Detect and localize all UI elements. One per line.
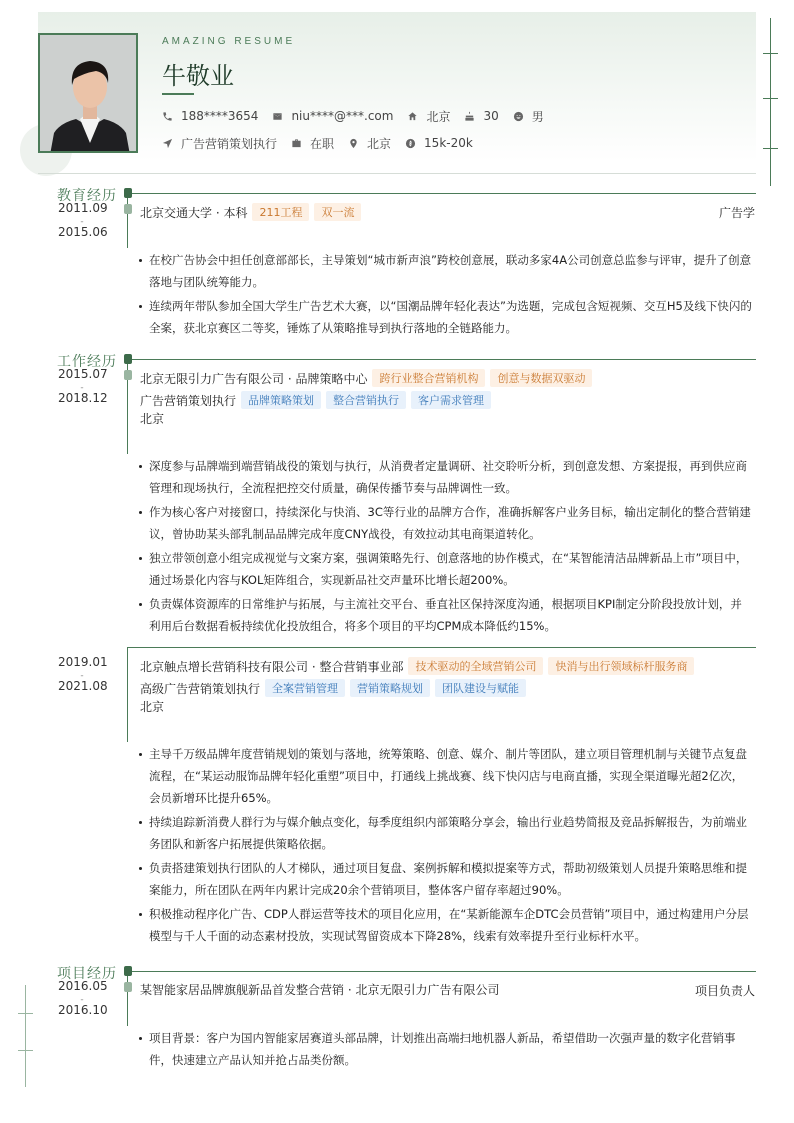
- work-2-timeline: [127, 647, 128, 742]
- status-text: 在职: [310, 136, 335, 151]
- project-start: 2016.05: [58, 979, 108, 993]
- candidate-name: 牛敬业: [162, 62, 234, 90]
- work-1-end: 2018.12: [58, 391, 108, 405]
- work-section-title: 工作经历: [57, 354, 117, 370]
- briefcase-icon: [291, 138, 302, 149]
- work-2-position: [140, 679, 526, 697]
- job-intent-row: [162, 134, 487, 152]
- send-icon: [162, 138, 173, 149]
- salary-info: [405, 136, 473, 150]
- work-section-line: [130, 359, 756, 360]
- phone-info: [162, 109, 258, 123]
- work-2-dates: [58, 656, 106, 694]
- position-name: 广告营销策划执行: [140, 393, 237, 408]
- age-info: [464, 109, 498, 123]
- project-bullets: [138, 1027, 752, 1073]
- position-tag: 品牌策略策划: [241, 391, 321, 409]
- mail-icon: [272, 111, 283, 122]
- left-deco-tick: [18, 1050, 33, 1051]
- list-item: 深度参与品牌端到端营销战役的策划与执行，从消费者定量调研、社交聆听分析，到创意发想、方案提报，再到供应商管理和现场执行，全流程把控交付质量，确保传播节奏与品牌调性一致。: [138, 455, 752, 499]
- position-tag: 全案营销管理: [265, 679, 345, 697]
- education-bullets: [138, 249, 752, 341]
- residence-text: 北京: [426, 109, 451, 124]
- project-name: 某智能家居品牌旗舰新品首发整合营销 · 北京无限引力广告有限公司: [140, 983, 500, 997]
- list-item: 负责搭建策划执行团队的人才梯队，通过项目复盘、案例拆解和模拟提案等方式，帮助初级策划人员提升策略思维和提案能力，所在团队在两年内累计完成20余个营销项目，整体客户留存率超过90%。: [138, 857, 752, 901]
- work-2-end: 2021.08: [58, 679, 108, 693]
- avatar-photo: [38, 33, 138, 153]
- projects-section-line: [130, 971, 756, 972]
- work-1-dates: [58, 368, 106, 406]
- work-1-position: [140, 391, 491, 409]
- email-info: [272, 109, 393, 123]
- school-tag: 双一流: [314, 203, 361, 221]
- work-section-node: [124, 354, 132, 364]
- right-deco-line: [770, 18, 771, 186]
- project-dates: [58, 980, 106, 1018]
- education-section-node: [124, 188, 132, 198]
- left-deco-tick: [18, 1013, 33, 1014]
- project-end: 2016.10: [58, 1003, 108, 1017]
- position-tag: 营销策略规划: [350, 679, 430, 697]
- list-item: 主导千万级品牌年度营销规划的策划与落地，统筹策略、创意、媒介、制片等团队，建立项目管理机制与关键节点复盘流程，在“某运动服饰品牌年轻化重塑”项目中，打通线上挑战赛、线下快闪店与电商直播，实现全渠道曝光超2亿次，会员新增环比提升65%。: [138, 743, 752, 809]
- right-deco-tick: [763, 148, 778, 149]
- school-tag: 211工程: [252, 203, 309, 221]
- phone-text: 188****3654: [181, 109, 259, 123]
- status-info: [291, 135, 334, 152]
- residence-info: [407, 108, 450, 125]
- cake-icon: [464, 111, 475, 122]
- email-text: niu****@***.com: [291, 109, 394, 123]
- phone-icon: [162, 111, 173, 122]
- target-city-text: 北京: [367, 136, 392, 151]
- work-1-company: [140, 369, 592, 387]
- education-major: 广告学: [718, 206, 755, 220]
- list-item: 独立带领创意小组完成视觉与文案方案，强调策略先行、创意落地的协作模式，在“某智能清洁品牌新品上市”项目中，通过场景化内容与KOL矩阵组合，实现新品社交声量环比增长超200%。: [138, 547, 752, 591]
- list-item: 负责媒体资源库的日常维护与拓展，与主流社交平台、垂直社区保持深度沟通，根据项目KPI制定分阶段投放计划，并利用后台数据看板持续优化投放组合，将多个项目的平均CPM成本降低约15%。: [138, 593, 752, 637]
- salary-text: 15k-20k: [424, 136, 473, 150]
- date-separator: -: [80, 217, 84, 227]
- position-tag: 整合营销执行: [326, 391, 406, 409]
- list-item: 在校广告协会中担任创意部部长，主导策划“城市新声浪”跨校创意展，联动多家4A公司创意总监参与评审，提升了创意落地与团队统筹能力。: [138, 249, 752, 293]
- right-deco-tick: [763, 53, 778, 54]
- work-1-bullets: [138, 455, 752, 639]
- project-entry-node: [124, 982, 132, 992]
- home-icon: [407, 111, 418, 122]
- target-position-text: 广告营销策划执行: [181, 136, 278, 151]
- contact-row: [162, 107, 558, 125]
- company-name: 北京无限引力广告有限公司 · 品牌策略中心: [140, 371, 368, 386]
- location-pin-icon: [348, 138, 359, 149]
- target-position-info: [162, 135, 277, 152]
- company-tag: 创意与数据双驱动: [490, 369, 592, 387]
- position-name: 高级广告营销策划执行: [140, 681, 261, 696]
- date-separator: -: [80, 995, 84, 1005]
- work-2-start: 2019.01: [58, 655, 108, 669]
- work-entry-node: [124, 370, 132, 380]
- header-divider: [38, 173, 756, 174]
- date-separator: -: [80, 671, 84, 681]
- company-tag: 快消与出行领域标杆服务商: [548, 657, 694, 675]
- coin-icon: [405, 138, 416, 149]
- education-end: 2015.06: [58, 225, 108, 239]
- school-name: 北京交通大学 · 本科: [140, 205, 248, 220]
- education-section-line: [130, 193, 756, 194]
- work-2-company: [140, 657, 694, 675]
- projects-section-node: [124, 966, 132, 976]
- list-item: 项目背景：客户为国内智能家居赛道头部品牌，计划推出高端扫地机器人新品，希望借助一次强声量的数字化营销事件，快速建立产品认知并抢占品类份额。: [138, 1027, 752, 1071]
- company-name: 北京触点增长营销科技有限公司 · 整合营销事业部: [140, 659, 404, 674]
- resume-tagline: AMAZING RESUME: [162, 36, 296, 47]
- education-entry-node: [124, 204, 132, 214]
- gender-text: 男: [531, 109, 544, 124]
- education-school: [140, 203, 361, 221]
- list-item: 持续追踪新消费人群行为与媒介触点变化，每季度组织内部策略分享会，输出行业趋势简报及竞品拆解报告，为前端业务团队和新客户拓展提供策略依据。: [138, 811, 752, 855]
- date-separator: -: [80, 383, 84, 393]
- project-role: 项目负责人: [694, 984, 755, 998]
- right-deco-tick: [763, 98, 778, 99]
- work-2-bullets: [138, 743, 752, 949]
- work-1-start: 2015.07: [58, 367, 108, 381]
- list-item: 积极推动程序化广告、CDP人群运营等技术的项目化应用，在“某新能源车企DTC会员营销”项目中，通过构建用户分层模型与千人千面的动态素材投放，实现试驾留资成本下降28%，线索有效率提升至行业标杆水平。: [138, 903, 752, 947]
- company-tag: 技术驱动的全域营销公司: [408, 657, 543, 675]
- company-tag: 跨行业整合营销机构: [372, 369, 485, 387]
- gender-info: [513, 108, 544, 125]
- projects-section-title: 项目经历: [57, 966, 117, 982]
- education-dates: [58, 202, 106, 240]
- education-section-title: 教育经历: [57, 188, 117, 204]
- target-city-info: [348, 135, 391, 152]
- name-underline: [162, 93, 194, 95]
- left-deco-line: [25, 985, 26, 1087]
- position-tag: 团队建设与赋能: [435, 679, 526, 697]
- position-tag: 客户需求管理: [411, 391, 491, 409]
- face-icon: [513, 111, 524, 122]
- work-2-city: 北京: [140, 700, 165, 714]
- education-start: 2011.09: [58, 201, 108, 215]
- work-1-city: 北京: [140, 412, 165, 426]
- work-entry-divider: [128, 647, 756, 648]
- age-text: 30: [483, 109, 499, 123]
- list-item: 连续两年带队参加全国大学生广告艺术大赛，以“国潮品牌年轻化表达”为选题，完成包含短视频、交互H5及线下快闪的全案，获北京赛区二等奖，锤炼了从策略推导到执行落地的全链路能力。: [138, 295, 752, 339]
- list-item: 作为核心客户对接窗口，持续深化与快消、3C等行业的品牌方合作，准确拆解客户业务目标，输出定制化的整合营销建议，曾协助某头部乳制品品牌完成年度CNY战役，有效拉动其电商渠道转化。: [138, 501, 752, 545]
